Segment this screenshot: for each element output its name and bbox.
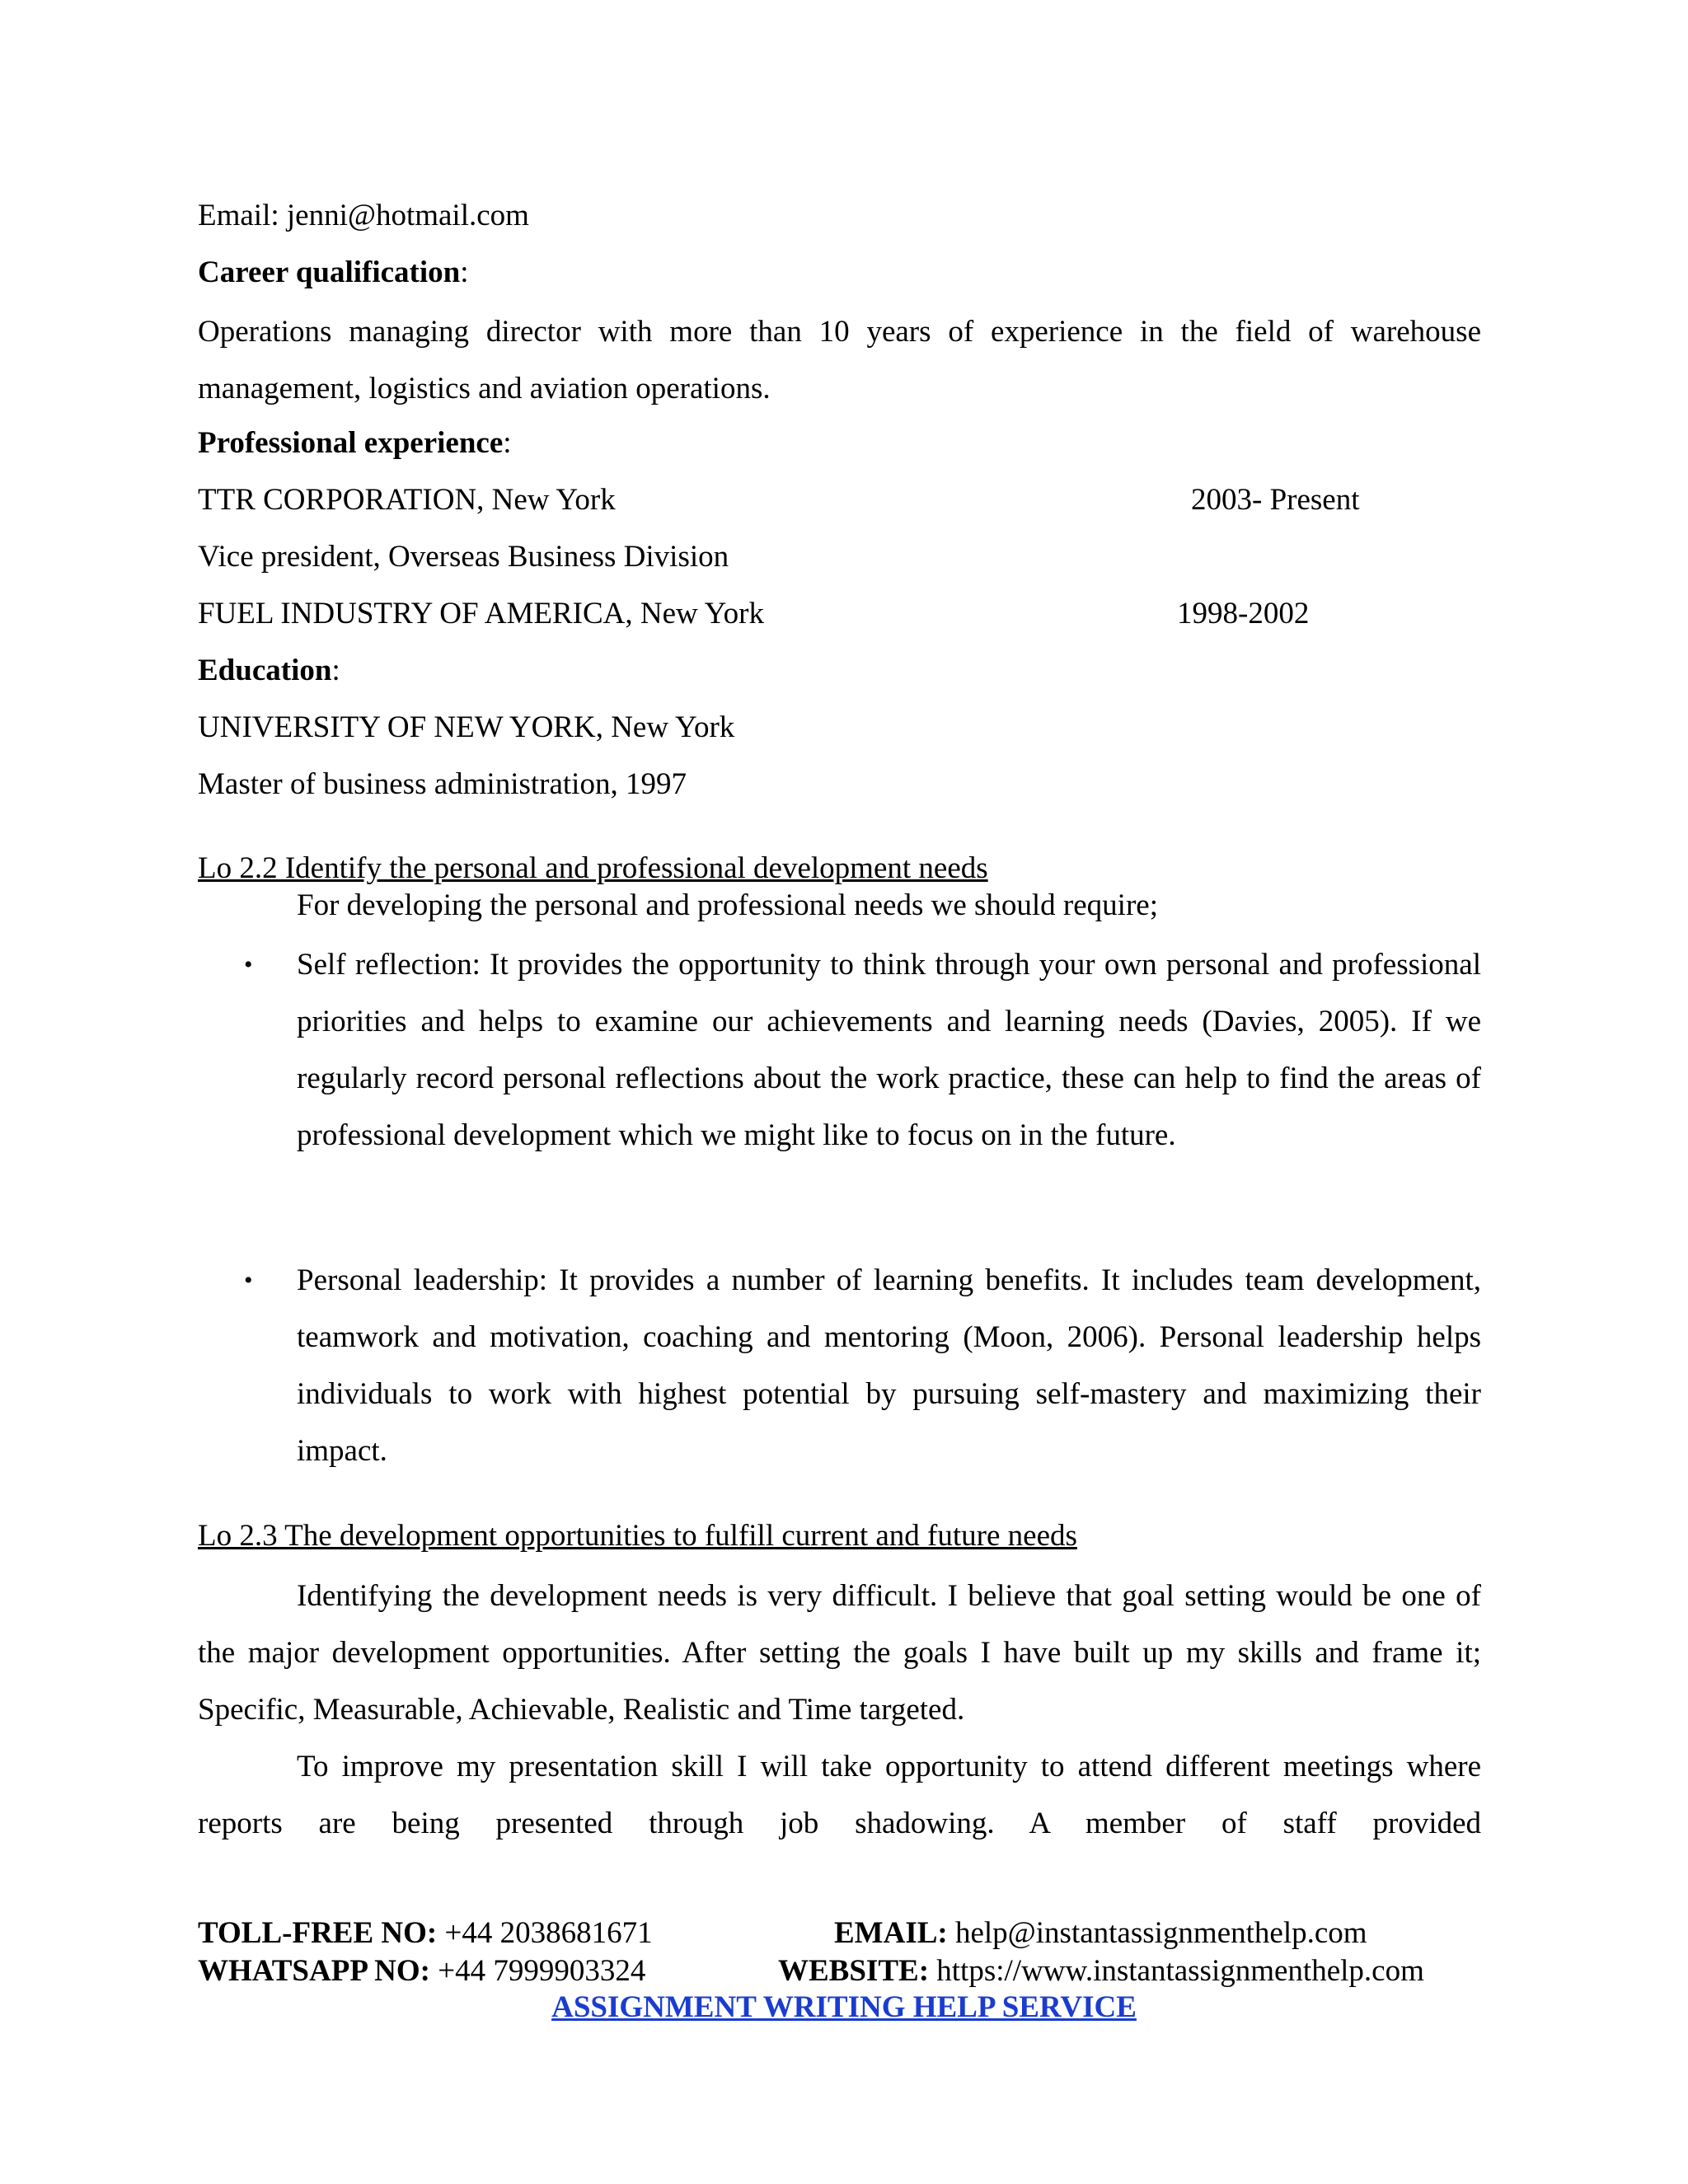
lo23-paragraph-2: To improve my presentation skill I will take opportunity to attend different meetings where reports are being presented through job shadowing. A member of staff provided (198, 1750, 1481, 1840)
education-line-2: Master of business administration, 1997 (198, 767, 687, 801)
education-colon: : (331, 654, 340, 687)
experience-row-3-right: 1998-2002 (1177, 597, 1310, 630)
footer-tollfree (198, 1915, 653, 1952)
lo22-heading: Lo 2.2 Identify the personal and professional development needs (198, 851, 988, 885)
experience-row-1-left: TTR CORPORATION, New York (198, 483, 616, 517)
whatsapp-value: +44 7999903324 (438, 1954, 646, 1988)
footer-email (834, 1915, 1367, 1952)
bullet-text: Personal leadership: It provides a number of learning benefits. It includes team development, teamwork and motivation, coaching and mentoring (Moon, 2006). Personal leadership helps individuals to work with highest potential by pursuing self-mastery and maximizing their impact. (297, 1263, 1481, 1468)
education-heading: Education (198, 654, 332, 687)
career-colon: : (460, 255, 469, 289)
bullet-icon: • (244, 951, 253, 978)
whatsapp-label: WHATSAPP NO: (198, 1954, 430, 1988)
career-heading-row (198, 255, 469, 291)
bullet-text: Self reflection: It provides the opportunity to think through your own personal and professional priorities and helps to examine our achievements and learning needs (Davies, 2005). If we regularly record personal reflections about the work practice, these can help to find the areas of professional development which we might like to focus on in the future. (297, 948, 1481, 1152)
bullet-icon: • (244, 1267, 253, 1294)
experience-row-2-left: Vice president, Overseas Business Division (198, 540, 729, 574)
assignment-help-link[interactable]: ASSIGNMENT WRITING HELP SERVICE (551, 1990, 1137, 2024)
footer-link-row (0, 1990, 1688, 2026)
footer-whatsapp (198, 1953, 645, 1990)
email-line: Email: jenni@hotmail.com (198, 199, 529, 232)
education-line-1: UNIVERSITY OF NEW YORK, New York (198, 710, 735, 744)
tollfree-value: +44 2038681671 (444, 1916, 653, 1950)
experience-colon: : (503, 426, 512, 460)
website-label: WEBSITE: (778, 1954, 930, 1988)
website-value: https://www.instantassignmenthelp.com (936, 1954, 1424, 1988)
experience-row-1-right: 2003- Present (1191, 483, 1360, 517)
lo22-intro: For developing the personal and professional needs we should require; (297, 888, 1158, 922)
email-value: help@instantassignmenthelp.com (954, 1916, 1367, 1950)
experience-heading-row (198, 425, 512, 462)
lo23-heading: Lo 2.3 The development opportunities to fulfill current and future needs (198, 1519, 1077, 1553)
tollfree-label: TOLL-FREE NO: (198, 1916, 438, 1950)
footer-website (778, 1953, 1424, 1990)
experience-heading: Professional experience (198, 426, 504, 460)
email-label: EMAIL: (834, 1916, 948, 1950)
career-text: Operations managing director with more than 10 years of experience in the field of warehouse management, logistics and aviation operations. (198, 315, 1481, 405)
education-heading-row (198, 653, 340, 689)
experience-row-3-left: FUEL INDUSTRY OF AMERICA, New York (198, 597, 764, 630)
lo23-paragraph-1: Identifying the development needs is very difficult. I believe that goal setting would be one of the major development opportunities. After setting the goals I have built up my skills and frame it; Specific, Measurable, Achievable, Realistic and Time targeted. (198, 1579, 1481, 1727)
career-heading: Career qualification (198, 255, 461, 289)
